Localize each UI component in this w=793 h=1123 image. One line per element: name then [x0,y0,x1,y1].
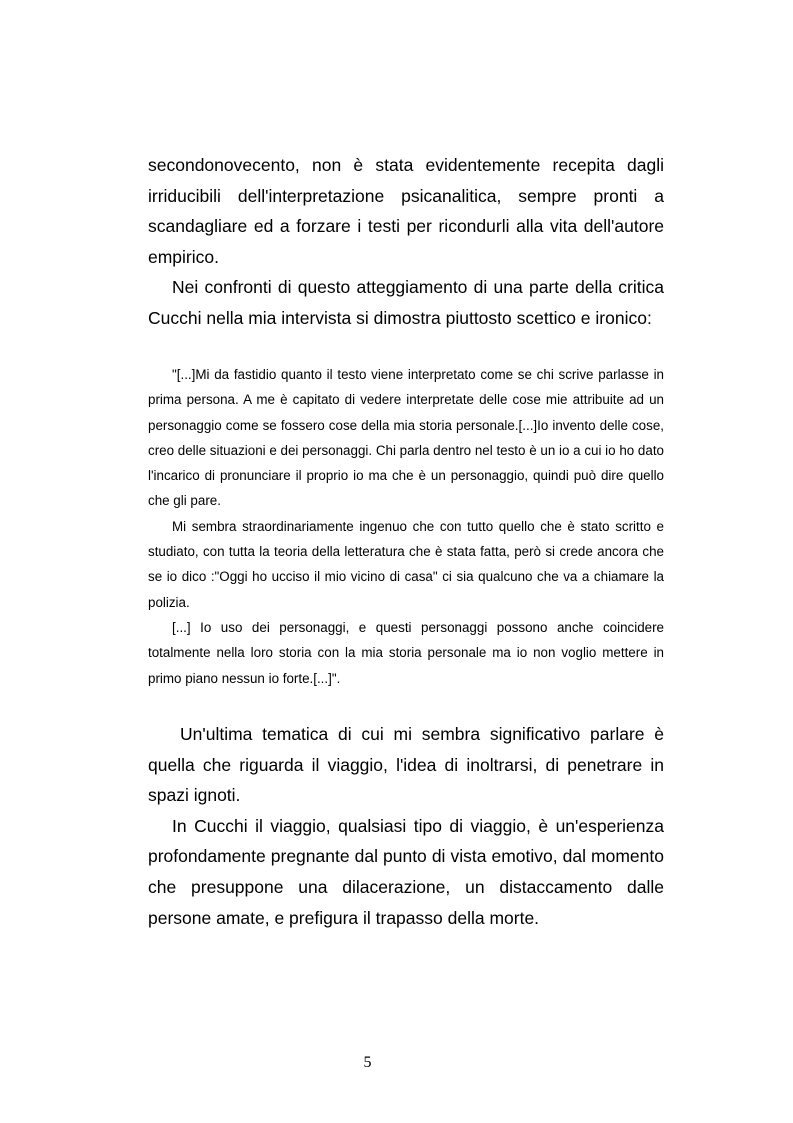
paragraph: In Cucchi il viaggio, qualsiasi tipo di viaggio, è un'esperienza profondamente pregnante dal punto di vista emotivo, dal momento che presuppone una dilacerazione, un distaccamento dalle persone amate, e prefigura il trapasso della morte. [148,815,664,928]
paragraph: Nei confronti di questo atteggiamento di una parte della critica Cucchi nella mia intervista si dimostra piuttosto scettico e ironico: [148,277,664,328]
block-quote [148,362,664,691]
quote-paragraph: "[...]Mi da fastidio quanto il testo viene interpretato come se chi scrive parlasse in prima persona. A me è capitato di vedere interpretate delle cose mie attribuite ad un personaggio come se fossero cose della mia storia personale.[...]Io invento delle cose, creo delle situazioni e dei personaggi. Chi parla dentro nel testo è un io a cui io ho dato l'incarico di pronunciare il proprio io ma che è un personaggio, quindi può dire quello che gli pare. [148,367,664,509]
paragraph: secondonovecento, non è stata evidentemente recepita dagli irriducibili dell'interpretazione psicanalitica, sempre pronti a scandagliare ed a forzare i testi per ricondurli alla vita dell'autore empirico. [148,155,664,267]
body-text-bottom [148,719,664,933]
page-number: 5 [363,1054,372,1071]
quote-paragraph: Mi sembra straordinariamente ingenuo che con tutto quello che è stato scritto e studiato, con tutta la teoria della letteratura che è stata fatta, però si crede ancora che se io dico :"Oggi ho ucciso il mio vicino di casa" ci sia qualcuno che va a chiamare la polizia. [148,518,664,610]
body-text-top [148,150,664,334]
paragraph: Un'ultima tematica di cui mi sembra significativo parlare è quella che riguarda il viaggio, l'idea di inoltrarsi, di penetrare in spazi ignoti. [148,724,664,806]
quote-paragraph: [...] Io uso dei personaggi, e questi personaggi possono anche coincidere totalmente nella loro storia con la mia storia personale ma io non voglio mettere in primo piano nessun io forte.[...]". [148,619,664,686]
